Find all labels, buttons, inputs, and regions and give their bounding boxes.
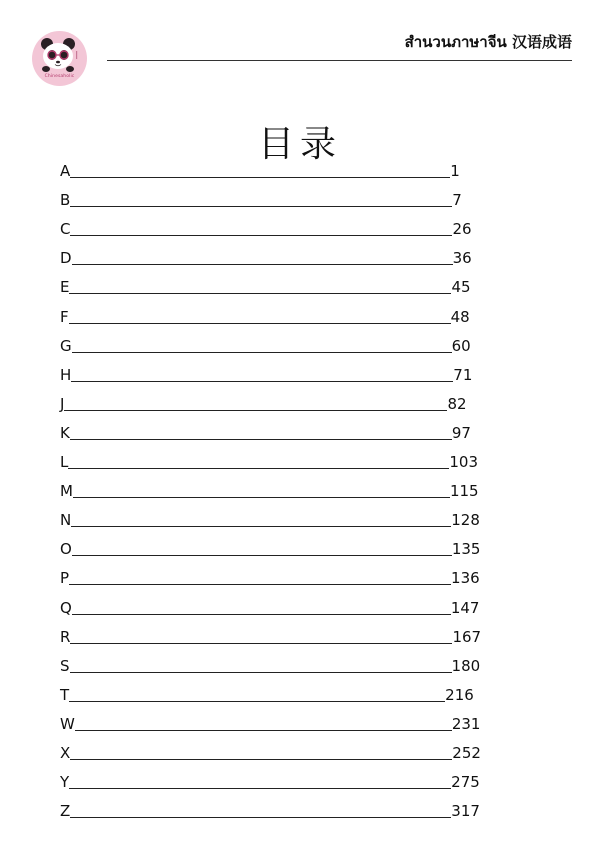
toc-leader-line [70, 235, 452, 236]
toc-leader-line [71, 381, 453, 382]
toc-page-number: 97 [451, 423, 471, 442]
toc-page-number: 82 [447, 394, 467, 413]
toc-entry[interactable] [60, 530, 500, 559]
toc-letter: B [60, 191, 71, 210]
toc-page-number: 71 [453, 365, 473, 384]
toc-leader-line [73, 497, 450, 498]
toc-page-number: 136 [451, 569, 480, 588]
toc-entry[interactable] [60, 152, 500, 181]
toc-page-number: 36 [452, 249, 472, 268]
toc-entry[interactable] [60, 705, 500, 734]
toc-page-number: 167 [452, 627, 482, 646]
toc-page-number: 45 [451, 278, 471, 297]
toc-letter: W [60, 714, 75, 733]
toc-entry[interactable] [60, 443, 500, 472]
toc-letter: T [60, 685, 70, 704]
toc-entry[interactable] [60, 327, 500, 356]
toc-entry[interactable] [60, 792, 500, 821]
toc-letter: C [60, 220, 71, 239]
toc-letter: E [60, 278, 70, 297]
toc-leader-line [68, 468, 449, 469]
toc-leader-line [70, 643, 452, 644]
toc-leader-line [69, 323, 451, 324]
toc-letter: R [60, 627, 71, 646]
toc-entry[interactable] [60, 559, 500, 588]
toc-entry[interactable] [60, 268, 500, 297]
toc-page-number: 231 [451, 714, 481, 733]
toc-entry[interactable] [60, 239, 500, 268]
toc-page-number: 252 [452, 743, 481, 762]
toc-entry[interactable] [60, 734, 500, 763]
toc-leader-line [69, 788, 451, 789]
toc-leader-line [70, 439, 452, 440]
header-title: สำนวนภาษาจีน 汉语成语 [404, 33, 572, 51]
toc-page-number: 115 [449, 482, 479, 501]
toc-leader-line [72, 555, 452, 556]
toc-letter: L [60, 453, 69, 472]
toc-leader-line [71, 526, 451, 527]
toc-leader-line [69, 701, 445, 702]
toc-letter: F [60, 307, 69, 326]
toc-entry[interactable] [60, 618, 500, 647]
toc-entry[interactable] [60, 181, 500, 210]
table-of-contents [60, 152, 500, 821]
toc-entry[interactable] [60, 588, 500, 617]
toc-page-number: 135 [451, 540, 481, 559]
toc-entry[interactable] [60, 297, 500, 326]
toc-page-number: 275 [451, 773, 480, 792]
toc-page-number: 1 [450, 162, 460, 181]
toc-page-number: 128 [451, 511, 480, 530]
toc-entry[interactable] [60, 385, 500, 414]
toc-letter: M [60, 482, 73, 501]
toc-page-number: 180 [451, 656, 481, 675]
toc-leader-line [64, 410, 447, 411]
toc-letter: Y [60, 773, 70, 792]
header-divider [107, 60, 572, 61]
toc-letter: O [60, 540, 72, 559]
toc-letter: Q [60, 598, 72, 617]
toc-letter: N [60, 511, 72, 530]
page-title: 目录 [257, 124, 342, 166]
toc-leader-line [69, 584, 451, 585]
toc-leader-line [69, 293, 451, 294]
toc-page-number: 317 [451, 802, 480, 821]
toc-entry[interactable] [60, 676, 500, 705]
toc-entry[interactable] [60, 414, 500, 443]
toc-leader-line [70, 177, 450, 178]
toc-letter: X [60, 743, 71, 762]
toc-leader-line [75, 730, 452, 731]
toc-entry[interactable] [60, 501, 500, 530]
toc-leader-line [70, 206, 452, 207]
toc-page-number: 7 [452, 191, 462, 210]
toc-letter: H [60, 365, 72, 384]
toc-letter: K [60, 423, 70, 442]
toc-page-number: 48 [450, 307, 470, 326]
logo-brand-text: Chinesaholic [44, 74, 75, 79]
toc-leader-line [72, 352, 452, 353]
toc-letter: S [60, 656, 70, 675]
toc-entry[interactable] [60, 763, 500, 792]
toc-letter: A [60, 162, 71, 181]
toc-leader-line [72, 614, 451, 615]
toc-letter: D [60, 249, 72, 268]
toc-entry[interactable] [60, 472, 500, 501]
toc-page-number: 103 [449, 453, 478, 472]
toc-page-number: 60 [451, 336, 471, 355]
toc-letter: Z [60, 802, 71, 821]
toc-leader-line [70, 672, 452, 673]
toc-letter: G [60, 336, 72, 355]
toc-leader-line [70, 817, 451, 818]
toc-entry[interactable] [60, 356, 500, 385]
toc-leader-line [70, 759, 452, 760]
toc-page-number: 216 [445, 685, 474, 704]
toc-entry[interactable] [60, 647, 500, 676]
toc-leader-line [72, 264, 453, 265]
toc-letter: J [60, 394, 65, 413]
toc-entry[interactable] [60, 210, 500, 239]
logo [32, 31, 87, 86]
toc-page-number: 26 [452, 220, 472, 239]
toc-letter: P [60, 569, 70, 588]
toc-page-number: 147 [450, 598, 480, 617]
